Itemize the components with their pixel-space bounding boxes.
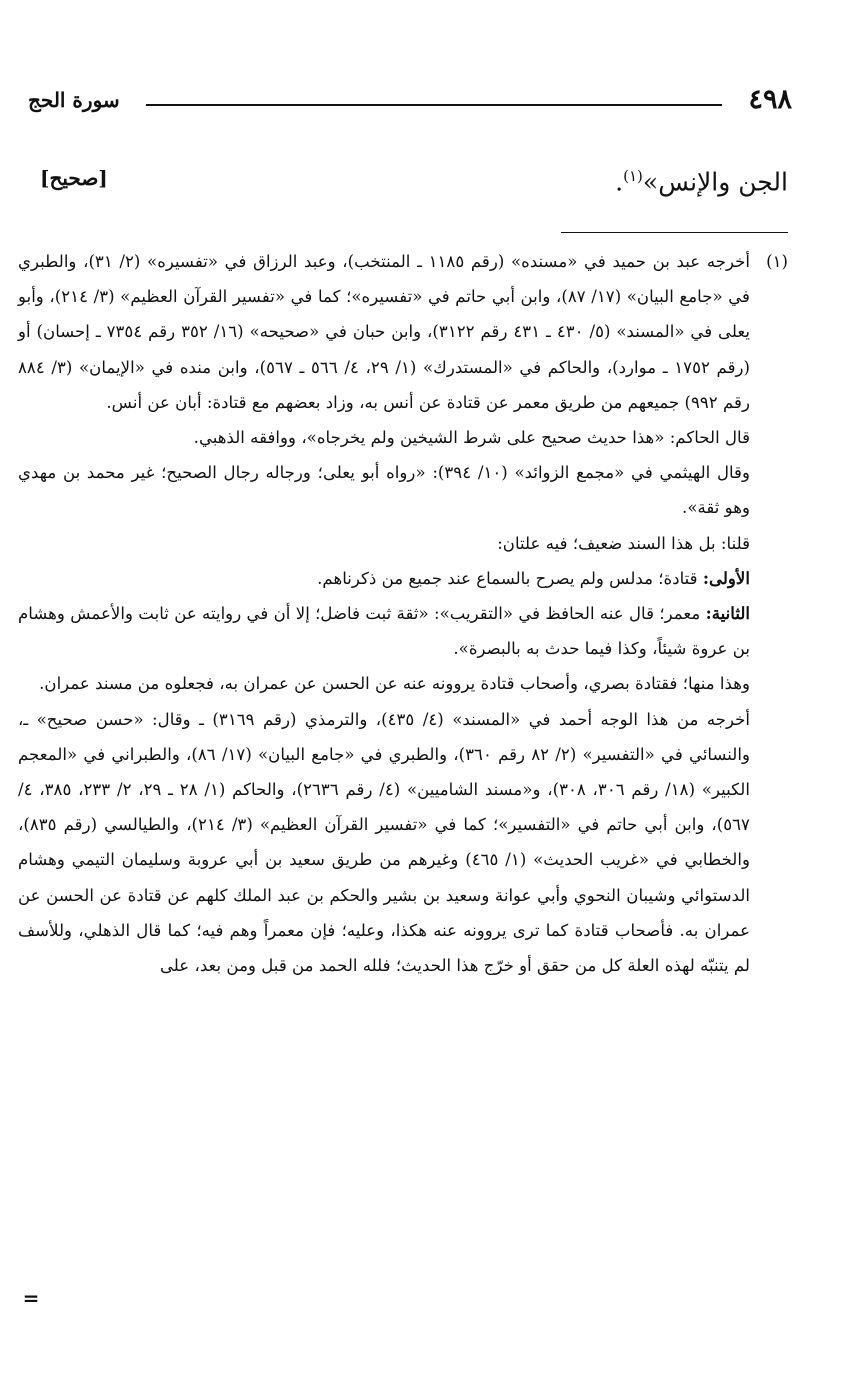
point-label: الأولى:	[702, 567, 750, 588]
point-text: قتادة؛ مدلس ولم يصرح بالسماع عند جميع من ذكرناهم.	[317, 568, 703, 588]
footnote-paragraph: قال الحاكم: «هذا حديث صحيح على شرط الشيخين ولم يخرجاه»، ووافقه الذهبي.	[193, 428, 750, 448]
footnote-block	[18, 244, 788, 983]
page-number: ٤٩٨	[748, 84, 792, 115]
footnote-paragraph: وهذا منها؛ فقتادة بصري، وأصحاب قتادة يروونه عنه عن الحسن عن عمران به، فجعلوه من مسند عمران.	[39, 674, 750, 694]
hadith-grade: [صحيح]	[40, 166, 108, 190]
footnote-paragraph: وقال الهيثمي في «مجمع الزوائد» (١٠/ ٣٩٤): «رواه أبو يعلى؛ ورجاله رجال الصحيح؛ غير محمد بن مهدي وهو ثقة».	[18, 463, 751, 518]
main-text-end: .	[615, 167, 624, 197]
point-text: معمر؛ قال عنه الحافظ في «التقريب»: «ثقة ثبت فاضل؛ إلا أن في روايته عن ثابت والأعمش وهشام بن عروة شيئاً، وكذا فيما حدث به بالبصرة».	[18, 604, 750, 659]
point-label: الثانية:	[705, 603, 750, 624]
footnote-paragraph: أخرجه من هذا الوجه أحمد في «المسند» (٤/ ٤٣٥)، والترمذي (رقم ٣١٦٩) ـ وقال: «حسن صحيح» ـ، والنسائي في «التفسير» (٢/ ٨٢ رقم ٣٦٠)، والطبري في «جامع البيان» (١٧/ ٨٦)، والطبراني في «المعجم الكبير» (١٨/ رقم ٣٠٦، ٣٠٨)، و«مسند الشاميين» (٤/ رقم ٢٦٣٦)، والحاكم (١/ ٢٨ ـ ٢٩، ٢/ ٢٣٣، ٣٨٥، ٤/ ٥٦٧)، وابن أبي حاتم في «التفسير»؛ كما في «تفسير القرآن العظيم» (٣/ ٢١٤)، والطيالسي (رقم ٨٣٥)، والخطابي في «غريب الحديث» (١/ ٤٦٥) وغيرهم من طريق سعيد بن أبي عروبة وسليمان التيمي وهشام الدستوائي وشيبان النحوي وأبي عوانة وسعيد بن بشير والحكم بن عبد الملك كلهم عن قتادة عن الحسن عن عمران به. فأصحاب قتادة كما ترى يروونه عنه هكذا، وعليه؛ فإن معمراً وهم فيه؛ كما قال الذهلي، وللأسف لم يتنبّه لهذه العلة كل من حقق أو خرّج هذا الحديث؛ فلله الحمد من قبل ومن بعد، على	[18, 709, 751, 976]
footnote-paragraph: قلنا: بل هذا السند ضعيف؛ فيه علتان:	[497, 533, 750, 553]
header-rule	[146, 104, 722, 106]
footnote-paragraph	[18, 561, 750, 596]
footnote-number: (١)	[766, 252, 788, 271]
continuation-mark: =	[22, 1286, 40, 1310]
footnote-separator	[561, 232, 788, 233]
surah-title: سورة الحج	[28, 88, 120, 112]
footnote-paragraph	[18, 596, 750, 666]
main-text-line	[420, 156, 788, 202]
footnote-paragraph: أخرجه عبد بن حميد في «مسنده» (رقم ١١٨٥ ـ المنتخب)، وعبد الرزاق في «تفسيره» (٢/ ٣١)، والطبري في «جامع البيان» (١٧/ ٨٧)، وابن أبي حاتم في «تفسيره»؛ كما في «تفسير القرآن العظيم» (٣/ ٢١٤)، وأبو يعلى في «المسند» (٥/ ٤٣٠ ـ ٤٣١ رقم ٣١٢٢)، وابن حبان في «صحيحه» (١٦/ ٣٥٢ رقم ٧٣٥٤ ـ إحسان) أو (رقم ١٧٥٢ ـ موارد)، والحاكم في «المستدرك» (١/ ٢٩، ٤/ ٥٦٦ ـ ٥٦٧)، وابن منده في «الإيمان» (٣/ ٨٨٤ رقم ٩٩٢) جميعهم من طريق معمر عن قتادة عن أنس به، وزاد بعضهم مع قتادة: أبان عن أنس.	[18, 252, 751, 412]
footnote-body	[18, 244, 750, 983]
footnote-reference: (١)	[623, 167, 643, 185]
main-text: الجن والإنس»	[642, 167, 788, 197]
